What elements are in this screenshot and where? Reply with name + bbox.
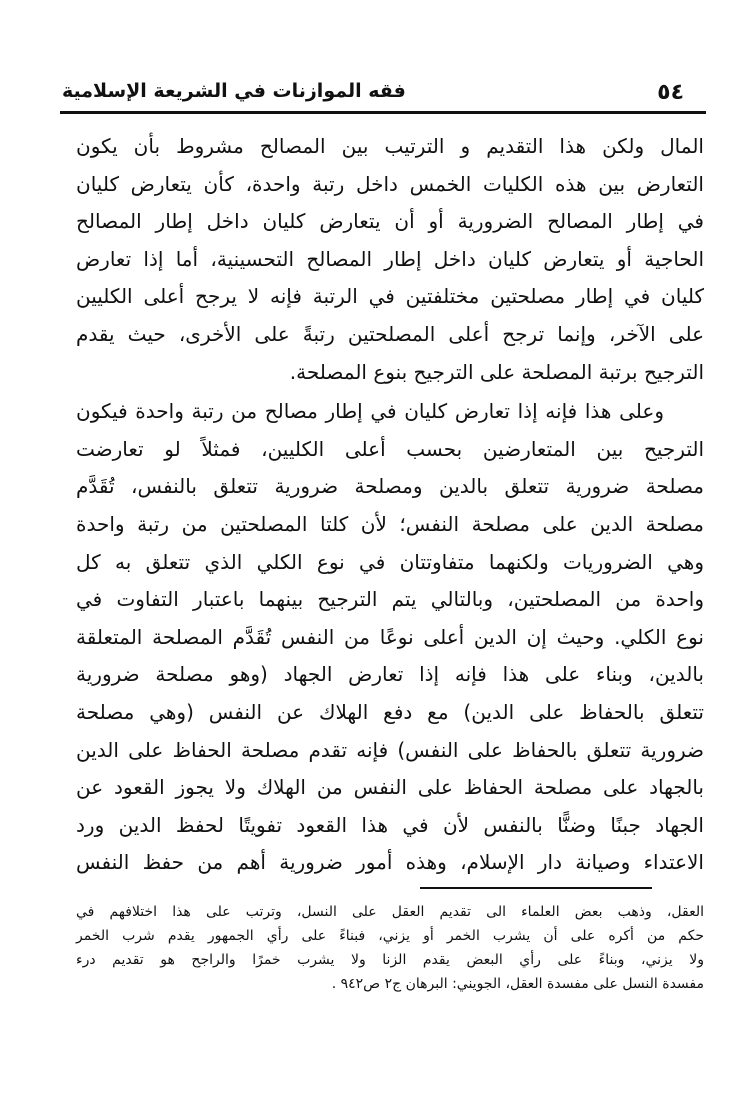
- footnote-line: ولا يزني، وبناءً على رأي البعض يقدم الزنا ولا يشرب خمرًا والراجح هو تقديم درء: [76, 952, 704, 968]
- text-line: التعارض بين هذه الكليات الخمس داخل رتبة واحدة، كأن يتعارض كليان: [76, 171, 704, 196]
- running-title: فقه الموازنات في الشريعة الإسلامية: [62, 80, 406, 102]
- text-line: ضرورية تتعلق بالحفاظ على النفس) فإنه تقدم مصلحة الحفاظ على الدين: [76, 737, 704, 762]
- footnote: [76, 900, 704, 996]
- text-line: وهي الضروريات ولكنهما متفاوتتان في نوع الكلي الذي تتعلق به كل: [76, 549, 704, 574]
- text-line: في إطار المصالح الضرورية أو أن يتعارض كليان داخل إطار المصالح: [76, 209, 704, 234]
- footnote-rule: [420, 887, 652, 889]
- text-line: على الآخر، وإنما ترجح أعلى المصلحتين رتبةً على الأخرى، حيث يقدم: [76, 321, 704, 346]
- text-line: بالدين، وبناء على هذا فإنه إذا تعارض الجهاد (وهو مصلحة ضرورية: [76, 662, 704, 687]
- text-line: وعلى هذا فإنه إذا تعارض كليان في إطار مصالح من رتبة واحدة فيكون: [76, 399, 664, 424]
- footnote-line: مفسدة النسل على مفسدة العقل، الجويني: البرهان ج٢ ص٩٤٢ .: [331, 976, 704, 992]
- text-line: واحدة من المصلحتين، وبالتالي يتم الترجيح بينهما باعتبار التفاوت في: [76, 587, 704, 612]
- text-line: الاعتداء وصيانة دار الإسلام، وهذه أمور ضرورية أهم من حفظ النفس: [76, 850, 704, 875]
- text-line: المال ولكن هذا التقديم و الترتيب بين المصالح مشروط بأن يكون: [76, 134, 704, 158]
- footnote-line: حكم من أكره على أن يشرب الخمر أو يزني، فبناءً على رأي الجمهور يقدم شرب الخمر: [76, 928, 704, 944]
- paragraph-1: [76, 128, 704, 391]
- text-line: تتعلق بالحفاظ على الدين) مع دفع الهلاك عن النفس (وهي مصلحة: [76, 699, 704, 724]
- text-line: مصلحة الدين على مصلحة النفس؛ لأن كلتا المصلحتين من رتبة واحدة: [76, 511, 704, 536]
- text-line: الحاجية أو يتعارض كليان داخل إطار المصالح التحسينية، أما إذا تعارض: [76, 246, 704, 271]
- text-line: مصلحة ضرورية تتعلق بالدين ومصلحة ضرورية تتعلق بالنفس، تُقَدَّم: [76, 474, 704, 499]
- text-line: الجهاد جبنًا وضنًّا بالنفس لأن في هذا القعود تفويتًا لحفظ الدين ورد: [76, 812, 704, 837]
- paragraph-2: [76, 393, 704, 882]
- footnote-line: العقل، وذهب بعض العلماء الى تقديم العقل على النسل، وترتب على هذا اختلافهم في: [76, 904, 704, 920]
- text-line: كليان في إطار مصلحتين مختلفتين في الرتبة فإنه لا يرجح أعلى الكليين: [76, 284, 704, 309]
- body-text: [76, 128, 704, 882]
- text-line: الترجيح برتبة المصلحة على الترجيح بنوع المصلحة.: [289, 359, 704, 384]
- text-line: بالجهاد على مصلحة الحفاظ على النفس من الهلاك ولا يجوز القعود عن: [76, 775, 704, 800]
- page-number: ٥٤: [657, 80, 684, 105]
- running-header: [60, 78, 706, 110]
- text-line: نوع الكلي. وحيث إن الدين أعلى نوعًا من النفس تُقَدَّم المصلحة المتعلقة: [76, 624, 704, 649]
- header-rule: [60, 111, 706, 114]
- text-line: الترجيح بين المتعارضين بحسب أعلى الكليين، فمثلاً لو تعارضت: [76, 436, 704, 461]
